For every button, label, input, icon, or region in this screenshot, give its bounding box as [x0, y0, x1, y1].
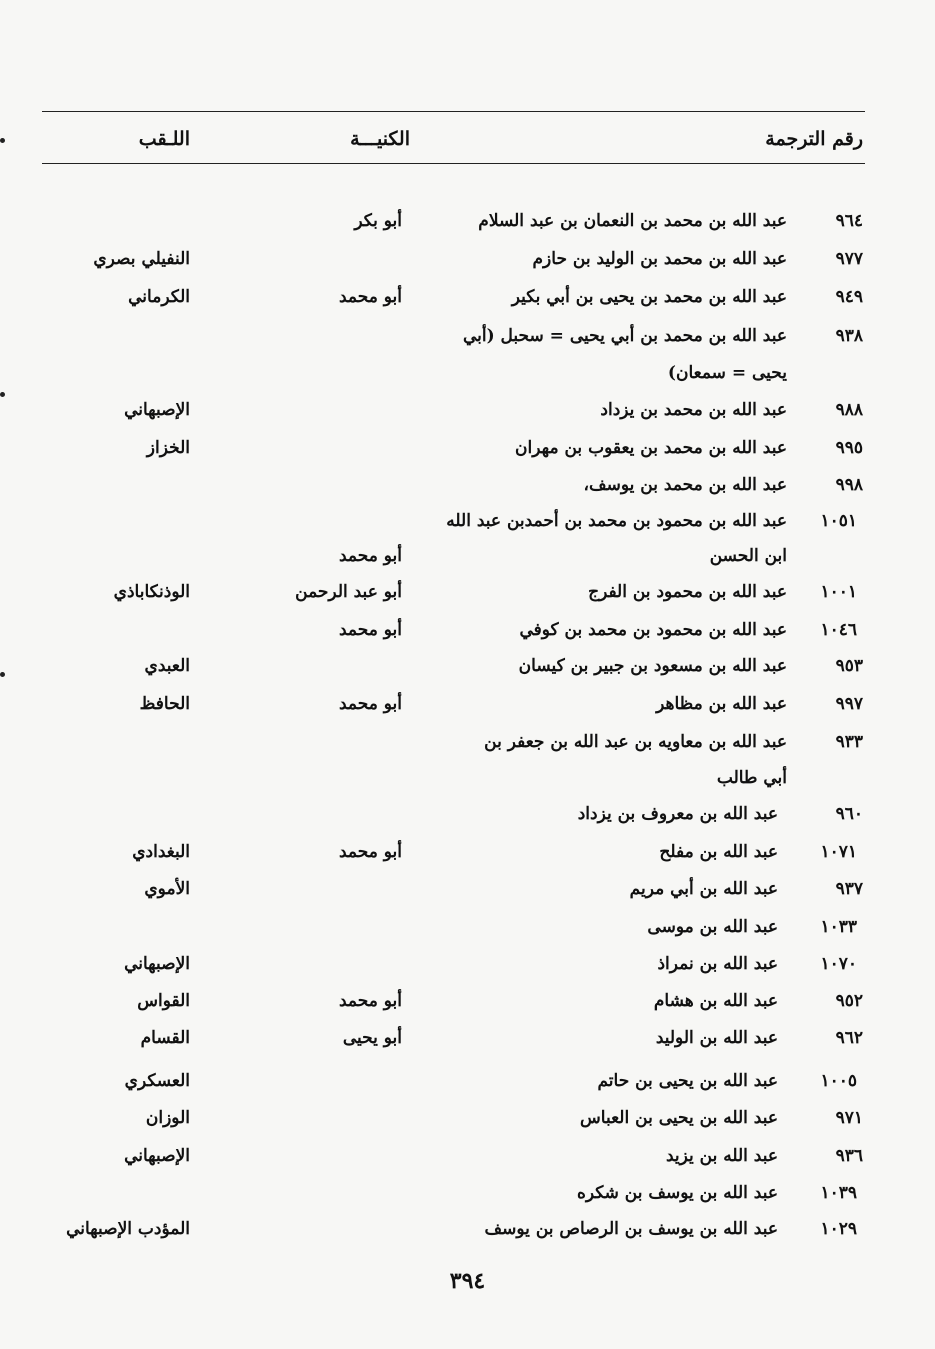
- entry-name: عبد الله بن يحيى بن حاتم: [597, 1071, 778, 1091]
- entry-number: ٩٦٠: [835, 804, 863, 824]
- entry-laqab: العسكري: [124, 1071, 190, 1091]
- entry-number: ٩٦٤: [835, 211, 863, 231]
- header-laqab: اللـقب: [138, 128, 190, 150]
- margin-mark: [0, 138, 5, 143]
- entry-name: عبد الله بن محمد بن النعمان بن عبد السلام: [478, 211, 787, 231]
- entry-number: ١٠٠١: [820, 582, 857, 602]
- entry-name: عبد الله بن يزيد: [665, 1146, 778, 1166]
- entry-laqab: المؤدب الإصبهاني: [66, 1219, 190, 1239]
- entry-laqab: القواس: [137, 991, 190, 1011]
- entry-laqab: الخزاز: [146, 438, 190, 458]
- entry-name: عبد الله بن محمد بن يعقوب بن مهران: [515, 438, 787, 458]
- margin-mark: [0, 672, 5, 677]
- entry-kunya: أبو عبد الرحمن: [295, 582, 402, 602]
- entry-number: ٩٨٨: [835, 400, 863, 420]
- entry-number: ١٠٧١: [820, 842, 857, 862]
- entry-kunya: أبو محمد: [339, 287, 402, 307]
- entry-number: ١٠٣٣: [820, 917, 857, 937]
- entry-name: عبد الله بن محمود بن الفرج: [588, 582, 787, 602]
- entry-laqab: الإصبهاني: [124, 400, 190, 420]
- entry-name: عبد الله بن محمد بن الوليد بن حازم: [532, 249, 787, 269]
- entry-number: ١٠٣٩: [820, 1183, 857, 1203]
- entry-number: ١٠٢٩: [820, 1219, 857, 1239]
- entry-name: عبد الله بن محمد بن يزداد: [600, 400, 787, 420]
- entry-name: يحيى = سمعان): [667, 363, 787, 383]
- entry-kunya: أبو محمد: [339, 546, 402, 566]
- entry-kunya: أبو يحيى: [342, 1028, 402, 1048]
- entry-number: ١٠٥١: [820, 511, 857, 531]
- entry-laqab: الأموي: [144, 879, 190, 899]
- entry-number: ٩٣٨: [835, 326, 863, 346]
- entry-name: عبد الله بن الوليد: [655, 1028, 778, 1048]
- entry-name: أبي طالب: [716, 768, 787, 788]
- header-kunya: الكنيـــة: [350, 128, 410, 150]
- entry-laqab: القسام: [140, 1028, 190, 1048]
- entry-kunya: أبو محمد: [339, 694, 402, 714]
- entry-laqab: الوذنكاباذي: [113, 582, 190, 602]
- entry-number: ٩٦٢: [835, 1028, 863, 1048]
- entry-number: ١٠٧٠: [820, 954, 857, 974]
- entry-number: ٩٣٦: [835, 1146, 863, 1166]
- entry-laqab: الإصبهاني: [124, 954, 190, 974]
- entry-laqab: العبدي: [144, 656, 190, 676]
- entry-kunya: أبو محمد: [339, 620, 402, 640]
- entry-kunya: أبو بكر: [354, 211, 402, 231]
- entry-name: عبد الله بن يوسف بن شكره: [576, 1183, 778, 1203]
- entry-name: عبد الله بن هشام: [653, 991, 778, 1011]
- entry-name: عبد الله بن محمود بن محمد بن أحمدبن عبد الله: [446, 511, 787, 531]
- entry-name: عبد الله بن محمد بن يوسف،: [583, 475, 787, 495]
- entry-number: ٩٩٨: [835, 475, 863, 495]
- entry-name: ابن الحسن: [709, 546, 787, 566]
- entry-name: عبد الله بن معروف بن يزداد: [577, 804, 778, 824]
- entry-name: عبد الله بن نمراذ: [657, 954, 778, 974]
- top-rule: [42, 111, 865, 112]
- entry-name: عبد الله بن مظاهر: [656, 694, 787, 714]
- margin-mark: [0, 392, 5, 397]
- entry-kunya: أبو محمد: [339, 842, 402, 862]
- page-number: ٣٩٤: [449, 1268, 486, 1294]
- entry-laqab: الحافظ: [139, 694, 190, 714]
- entry-number: ٩٩٥: [835, 438, 863, 458]
- entry-name: عبد الله بن محمد بن يحيى بن أبي بكير: [511, 287, 787, 307]
- header-rule: [42, 163, 865, 164]
- entry-name: عبد الله بن محمد بن أبي يحيى = سحبل (أبي: [462, 326, 787, 346]
- entry-number: ٩٣٣: [835, 732, 863, 752]
- entry-number: ٩٩٧: [835, 694, 863, 714]
- entry-number: ٩٧٧: [835, 249, 863, 269]
- entry-number: ١٠٠٥: [820, 1071, 857, 1091]
- entry-number: ٩٥٣: [835, 656, 863, 676]
- entry-laqab: البغدادي: [132, 842, 190, 862]
- entry-name: عبد الله بن مسعود بن جبير بن كيسان: [518, 656, 787, 676]
- entry-laqab: الكرماني: [128, 287, 190, 307]
- entry-number: ٩٤٩: [835, 287, 863, 307]
- entry-kunya: أبو محمد: [339, 991, 402, 1011]
- entry-name: عبد الله بن أبي مريم: [629, 879, 778, 899]
- entry-laqab: الوزان: [145, 1108, 190, 1128]
- entry-laqab: الإصبهاني: [124, 1146, 190, 1166]
- entry-name: عبد الله بن مفلح: [659, 842, 778, 862]
- entry-laqab: النفيلي بصري: [93, 249, 190, 269]
- entry-number: ١٠٤٦: [820, 620, 857, 640]
- header-number: رقم الترجمة: [765, 128, 863, 150]
- entry-number: ٩٥٢: [835, 991, 863, 1011]
- entry-name: عبد الله بن يحيى بن العباس: [580, 1108, 778, 1128]
- entry-name: عبد الله بن يوسف بن الرصاص بن يوسف: [484, 1219, 778, 1239]
- entry-name: عبد الله بن موسى: [647, 917, 778, 937]
- entry-number: ٩٣٧: [835, 879, 863, 899]
- entry-number: ٩٧١: [835, 1108, 863, 1128]
- entry-name: عبد الله بن محمود بن محمد بن كوفي: [519, 620, 787, 640]
- entry-name: عبد الله بن معاويه بن عبد الله بن جعفر بن: [484, 732, 787, 752]
